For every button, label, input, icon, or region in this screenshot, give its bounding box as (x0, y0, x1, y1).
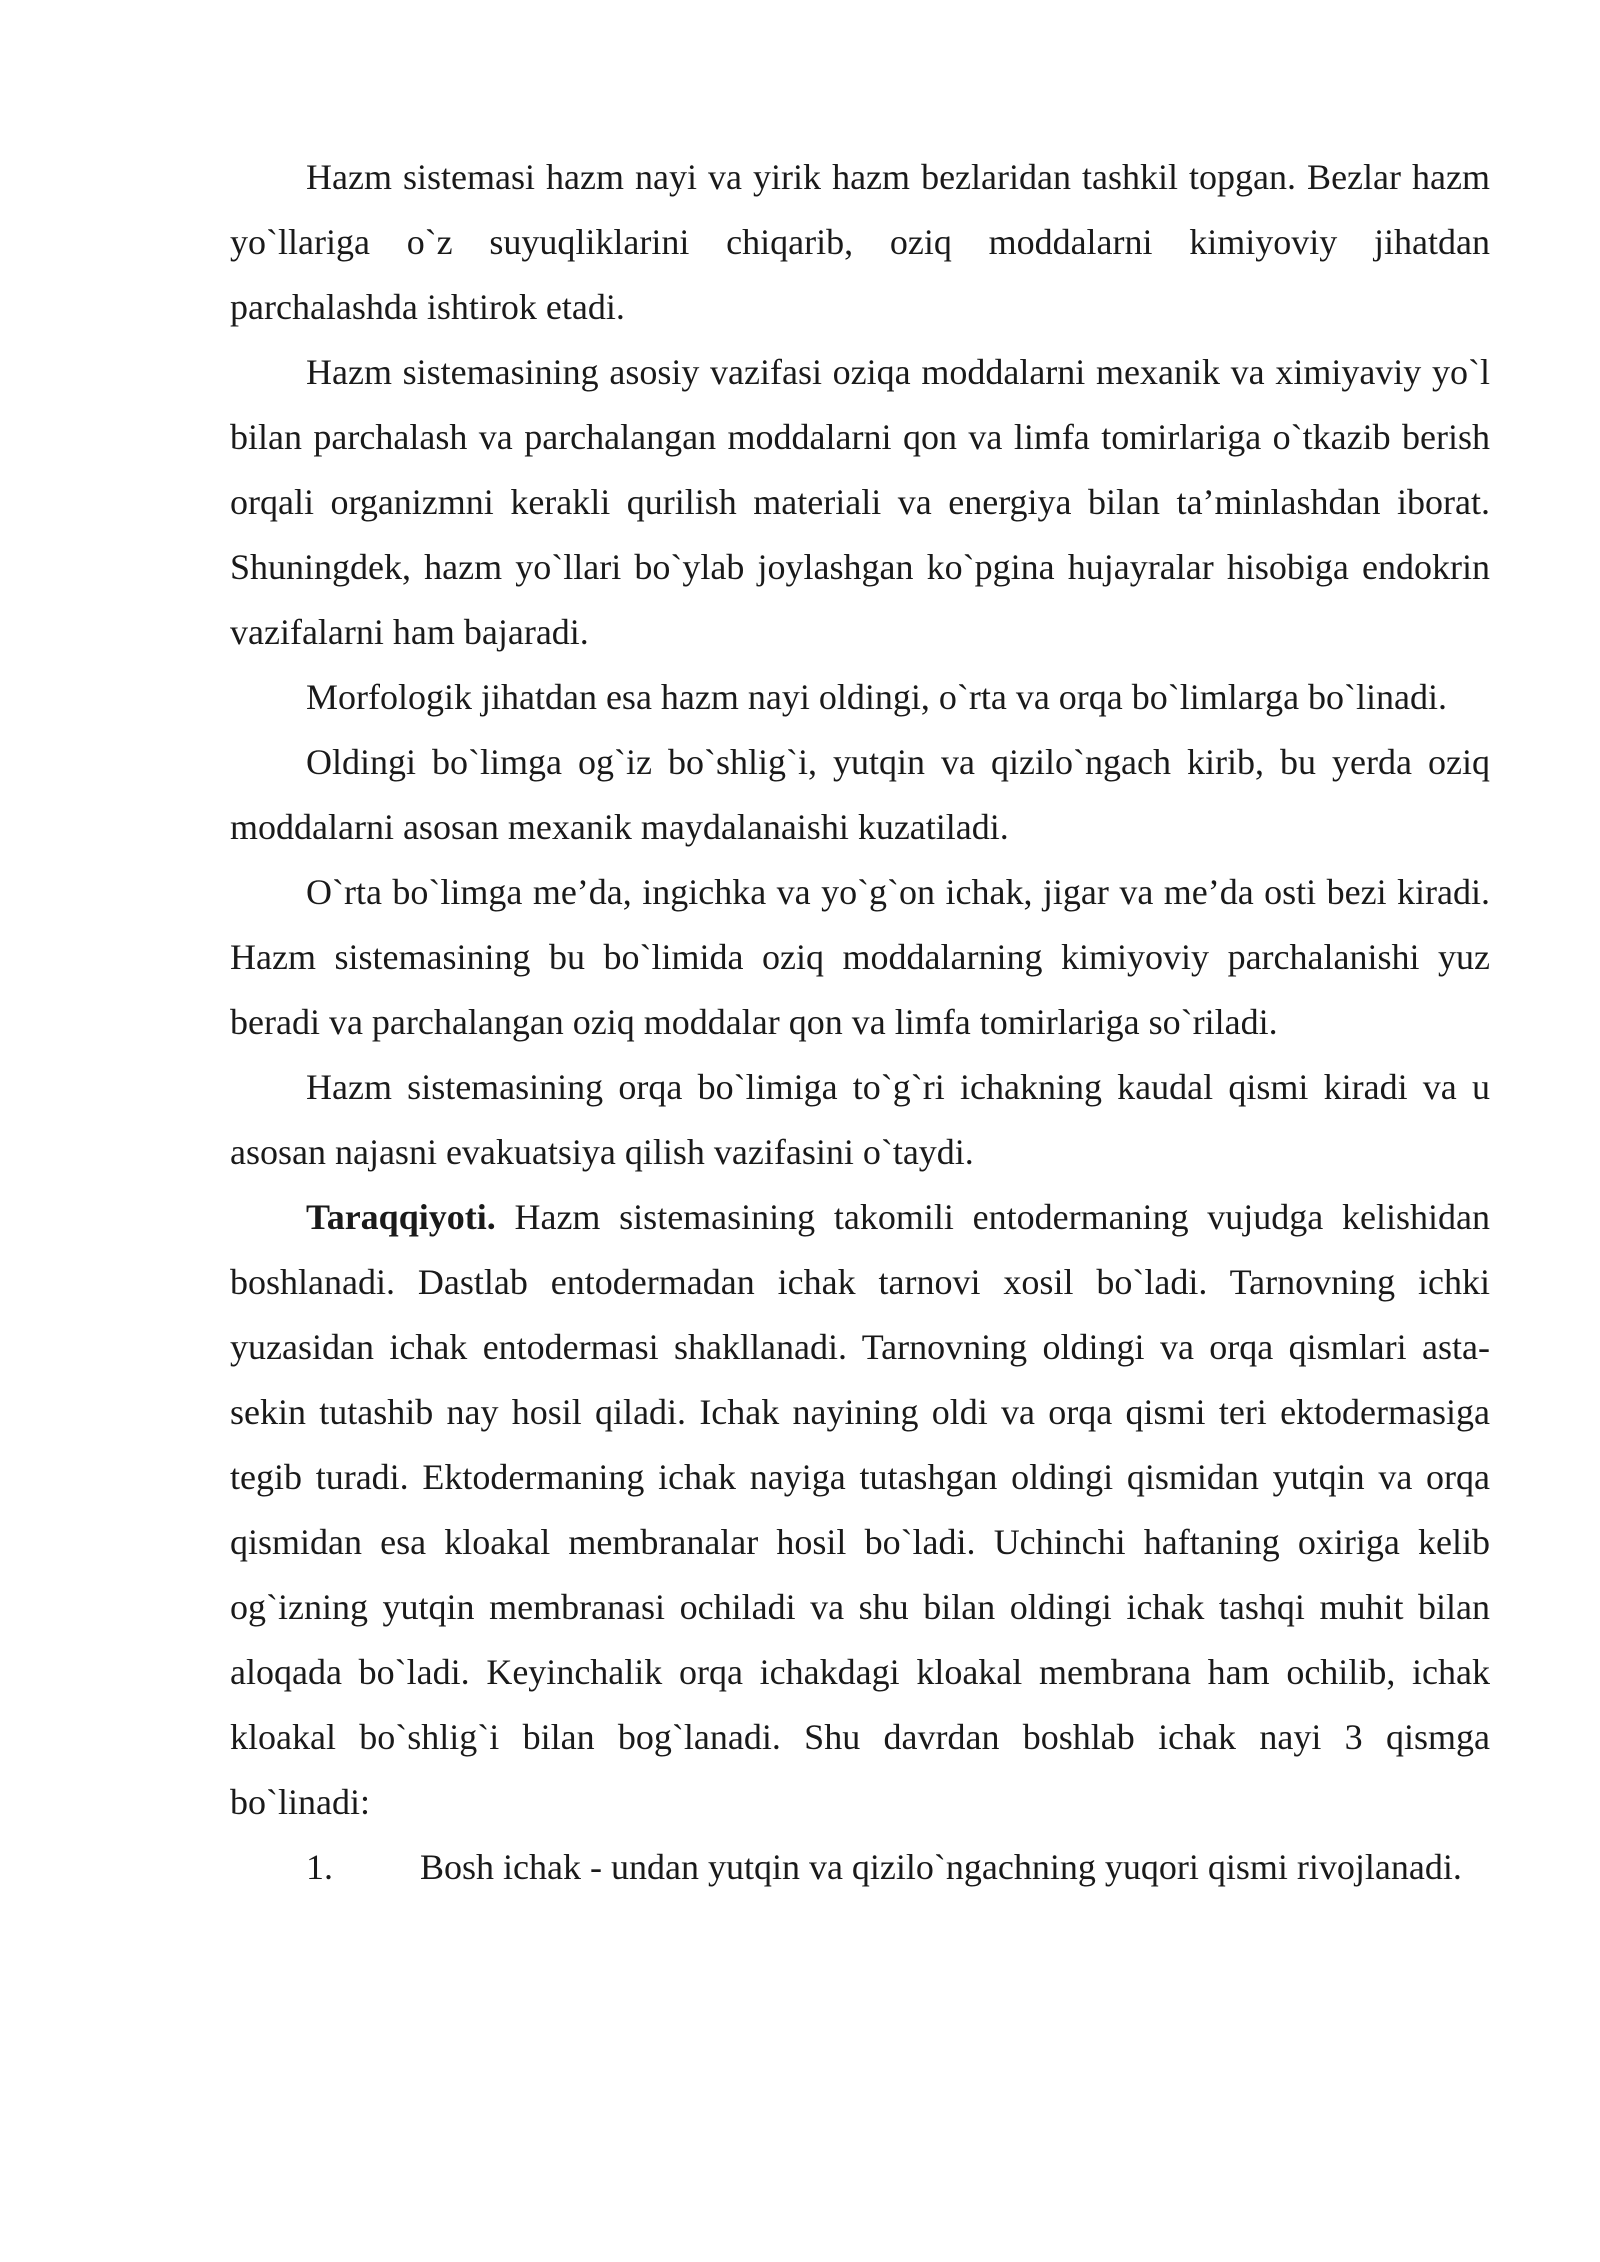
development-heading: Taraqqiyoti. (306, 1197, 496, 1237)
paragraph: Hazm sistemasi hazm nayi va yirik hazm bezlaridan tashkil topgan. Bezlar hazm yo`llariga o`z suyuqliklarini chiqarib, oziq moddalarni kimiyoviy jihatdan parchalashda ishtirok etadi. (230, 157, 1490, 327)
list-item-text: Bosh ichak - undan yutqin va qizilo`ngachning yuqori qismi rivojlanadi. (420, 1847, 1462, 1887)
list-item-number: 1. (306, 1847, 333, 1887)
paragraph: Morfologik jihatdan esa hazm nayi oldingi, o`rta va orqa bo`limlarga bo`linadi. (306, 677, 1448, 717)
paragraph: Oldingi bo`limga og`iz bo`shlig`i, yutqin va qizilo`ngach kirib, bu yerda oziq moddalarni asosan mexanik maydalanaishi kuzatiladi. (230, 742, 1490, 847)
list-item (230, 1835, 1490, 1900)
paragraph: O`rta bo`limga me’da, ingichka va yo`g`on ichak, jigar va me’da osti bezi kiradi. Hazm sistemasining bu bo`limida oziq moddalarning kimiyoviy parchalanishi yuz beradi va parchalangan oziq moddalar qon va limfa tomirlariga so`riladi. (230, 872, 1490, 1042)
development-text: Hazm sistemasining takomili entodermaning vujudga kelishidan boshlanadi. Dastlab entodermadan ichak tarnovi xosil bo`ladi. Tarnovning ichki yuzasidan ichak entodermasi shakllanadi. Tarnovning oldingi va orqa qismlari asta-sekin tutashib nay hosil qiladi. Ichak nayining oldi va orqa qismi teri ektodermasiga tegib turadi. Ektodermaning ichak nayiga tutashgan oldingi qismidan yutqin va orqa qismidan esa kloakal membranalar hosil bo`ladi. Uchinchi haftaning oxiriga kelib og`izning yutqin membranasi ochiladi va shu bilan oldingi ichak tashqi muhit bilan aloqada bo`ladi. Keyinchalik orqa ichakdagi kloakal membrana ham ochilib, ichak kloakal bo`shlig`i bilan bog`lanadi. Shu davrdan boshlab ichak nayi 3 qismga bo`linadi: (230, 1197, 1490, 1822)
paragraph: Hazm sistemasining orqa bo`limiga to`g`ri ichakning kaudal qismi kiradi va u asosan najasni evakuatsiya qilish vazifasini o`taydi. (230, 1067, 1490, 1172)
development-paragraph (230, 1185, 1490, 1835)
document-page (230, 145, 1490, 1900)
paragraph: Hazm sistemasining asosiy vazifasi oziqa moddalarni mexanik va ximiyaviy yo`l bilan parchalash va parchalangan moddalarni qon va limfa tomirlariga o`tkazib berish orqali organizmni kerakli qurilish materiali va energiya bilan ta’minlashdan iborat. Shuningdek, hazm yo`llari bo`ylab joylashgan ko`pgina hujayralar hisobiga endokrin vazifalarni ham bajaradi. (230, 352, 1490, 652)
